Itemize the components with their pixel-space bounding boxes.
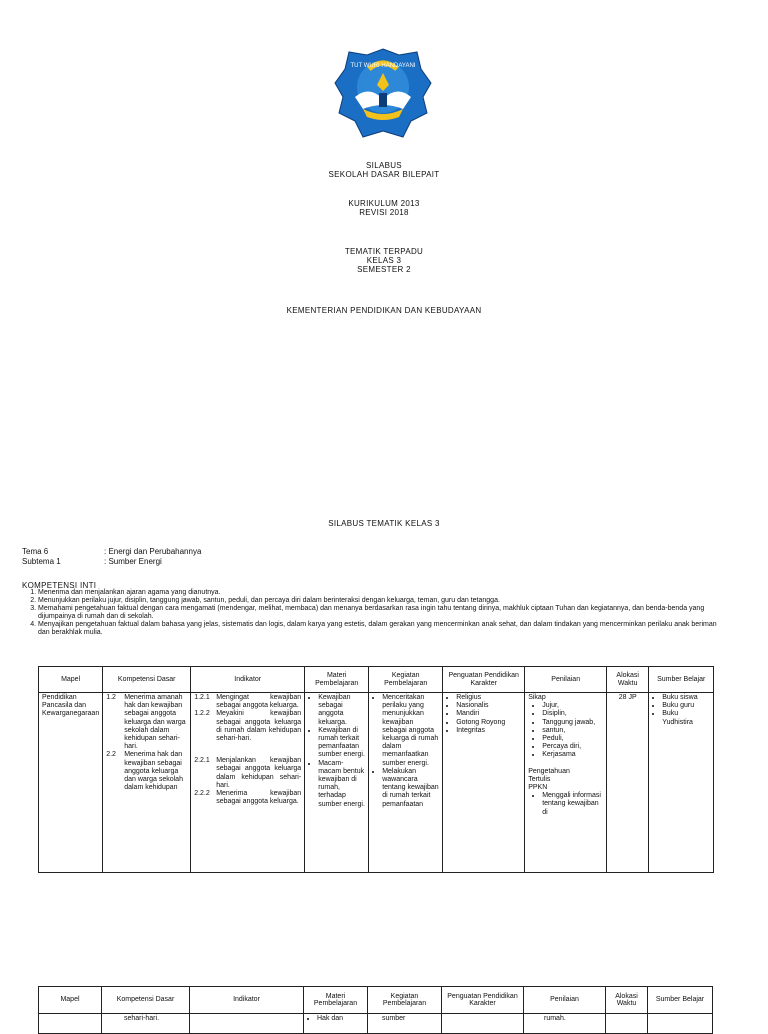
- tema-value: : Energi dan Perubahannya: [104, 547, 202, 556]
- kd-text: Menerima amanah hak dan kewajiban sebagai anggota keluarga dan warga sekolah dalam kehidupan sehari-hari.: [124, 694, 186, 751]
- curriculum-name: KURIKULUM 2013: [348, 199, 420, 208]
- ki-item: 2. Menunjukkan perilaku jujur, disiplin, tanggung jawab, santun, peduli, dan percaya diri dalam berinteraksi dengan keluarga, teman, guru dan tetangga.: [38, 597, 728, 605]
- sikap-item: • Tanggung jawab,: [542, 719, 603, 727]
- kd-item: [106, 751, 187, 792]
- subject-name: TEMATIK TERPADU: [344, 247, 424, 256]
- curriculum-revision: REVISI 2018: [359, 208, 409, 217]
- ppk-item: • Integritas: [456, 727, 521, 735]
- header-kegiatan: Kegiatan Pembelajaran: [368, 987, 442, 1014]
- indikator-item: [194, 710, 301, 743]
- cell-materi: [305, 693, 369, 873]
- cell-kegiatan: sumber: [368, 1014, 442, 1034]
- cover-title: [0, 161, 768, 179]
- header-materi: Materi Pembelajaran: [305, 667, 369, 693]
- syllabus-title: SILABUS TEMATIK KELAS 3: [328, 519, 440, 528]
- pengetahuan-item: • Menggali informasi tentang kewajiban di: [542, 792, 603, 817]
- sumber-item: • Buku guru: [662, 702, 710, 710]
- ppk-item: • Mandiri: [456, 710, 521, 718]
- cell-kd: [103, 693, 191, 873]
- indikator-text: Menerima kewajiban sebagai anggota keluarga.: [216, 790, 302, 806]
- tema-label: Tema 6: [22, 547, 49, 556]
- header-kegiatan: Kegiatan Pembelajaran: [369, 667, 443, 693]
- tut-wuri-handayani-logo: [333, 47, 433, 141]
- cover-line-silabus: SILABUS: [366, 161, 402, 170]
- kd-text: Menerima hak dan kewajiban sebagai anggota keluarga dan warga sekolah dalam kehidupan: [124, 751, 183, 792]
- indikator-num: 1.2.1: [194, 694, 210, 701]
- header-indikator: Indikator: [191, 667, 305, 693]
- cell-indikator: [191, 693, 305, 873]
- kegiatan-item: • Menceritakan perilaku yang menunjukkan kewajiban sebagai anggota keluarga di rumah dalam memanfaatkan sumber energi.: [382, 694, 439, 768]
- cell-ppk: [443, 693, 525, 873]
- sumber-item: • Buku Yudhistira: [662, 710, 710, 726]
- header-mapel: Mapel: [39, 987, 102, 1014]
- cover-subject: [0, 247, 768, 274]
- header-sumber: Sumber Belajar: [648, 987, 713, 1014]
- materi-item: • Macam-macam bentuk kewajiban di rumah, terhadap sumber energi.: [318, 760, 365, 809]
- indikator-text: Meyakini kewajiban sebagai anggota keluarga di rumah dalam kehidupan sehari-hari.: [216, 710, 302, 743]
- table-header-row: [39, 667, 714, 693]
- kompetensi-inti-list: [22, 589, 728, 637]
- cell-mapel: Pendidikan Pancasila dan Kewarganegaraan: [39, 693, 103, 873]
- indikator-text: Mengingat kewajiban sebagai anggota keluarga.: [216, 694, 302, 710]
- cell-alokasi: 28 JP: [607, 693, 649, 873]
- indikator-item: [194, 790, 301, 806]
- penilaian-ppkn-label: PPKN: [528, 784, 548, 792]
- header-materi: Materi Pembelajaran: [304, 987, 368, 1014]
- syllabus-table: [38, 666, 714, 873]
- penilaian-tertulis-label: Tertulis: [528, 775, 551, 783]
- header-kompetensi-dasar: Kompetensi Dasar: [103, 667, 191, 693]
- cell-penilaian: rumah.: [524, 1014, 606, 1034]
- indikator-num: 1.2.2: [194, 710, 210, 718]
- ki-item: 3. Memahami pengetahuan faktual dengan cara mengamati (mendengar, melihat, membaca) dan menanya berdasarkan rasa ingin tahu tentang dirinya, makhluk ciptaan Tuhan dan kegiatannya, dan benda-benda yang dijumpainya di rumah dan di sekolah.: [38, 605, 728, 621]
- kompetensi-inti-title: KOMPETENSI INTI: [22, 581, 97, 590]
- subject-class: KELAS 3: [366, 256, 402, 265]
- indikator-item: [194, 757, 301, 790]
- kd-num: 2.2: [106, 751, 116, 759]
- ppk-item: • Religius: [456, 694, 521, 702]
- cell-sumber: [649, 693, 714, 873]
- table-header-row: [39, 987, 713, 1014]
- ki-item: 1. Menerima dan menjalankan ajaran agama yang dianutnya.: [38, 589, 728, 597]
- indikator-text: Menjalankan kewajiban sebagai anggota keluarga dalam kehidupan sehari-hari.: [216, 757, 302, 789]
- subtema-value: : Sumber Energi: [104, 557, 162, 566]
- header-sumber: Sumber Belajar: [649, 667, 714, 693]
- subject-semester: SEMESTER 2: [357, 265, 411, 274]
- header-ppk: Penguatan Pendidikan Karakter: [443, 667, 525, 693]
- header-mapel: Mapel: [39, 667, 103, 693]
- cover-curriculum: [0, 199, 768, 217]
- sikap-item: • Disiplin,: [542, 710, 603, 718]
- header-kompetensi-dasar: Kompetensi Dasar: [102, 987, 190, 1014]
- materi-item: • Kewajiban sebagai anggota keluarga.: [318, 694, 365, 727]
- logo-text: TUT WURI HANDAYANI: [350, 63, 416, 69]
- kegiatan-item: • Melakukan wawancara tentang kewajiban di rumah terkait pemanfaatan: [382, 768, 439, 809]
- ppk-item: • Nasionalis: [456, 702, 521, 710]
- sikap-item: • Peduli,: [542, 735, 603, 743]
- sumber-item: • Buku siswa: [662, 694, 710, 702]
- subtema-label: Subtema 1: [22, 557, 61, 566]
- materi-item: • Kewajiban di rumah terkait pemanfaatan sumber energi.: [318, 727, 365, 760]
- materi-item: • Hak dan: [317, 1015, 364, 1023]
- cell-penilaian: [525, 693, 607, 873]
- table-row: [39, 693, 714, 873]
- indikator-item: [194, 694, 301, 710]
- cover-line-school: SEKOLAH DASAR BILEPAIT: [328, 170, 440, 179]
- indikator-num: 2.2.2: [194, 790, 210, 798]
- header-alokasi: Alokasi Waktu: [607, 667, 649, 693]
- header-alokasi: Alokasi Waktu: [606, 987, 648, 1014]
- sikap-item: • santun,: [542, 727, 603, 735]
- penilaian-sikap-label: Sikap: [528, 694, 546, 701]
- sikap-item: • Jujur,: [542, 702, 603, 710]
- kd-num: 1.2: [106, 694, 116, 701]
- header-penilaian: Penilaian: [524, 987, 606, 1014]
- indikator-num: 2.2.1: [194, 757, 210, 765]
- penilaian-pengetahuan-label: Pengetahuan: [528, 767, 570, 775]
- cell-kd: sehari-hari.: [102, 1014, 190, 1034]
- ki-item: 4. Menyajikan pengetahuan faktual dalam bahasa yang jelas, sistematis dan logis, dalam karya yang estetis, dalam gerakan yang mencerminkan anak sehat, dan dalam tindakan yang mencerminkan perilaku anak beriman dan berakhlak mulia.: [38, 621, 728, 637]
- sikap-item: • Kerjasama: [542, 751, 603, 759]
- cell-kegiatan: [369, 693, 443, 873]
- header-penilaian: Penilaian: [525, 667, 607, 693]
- header-ppk: Penguatan Pendidikan Karakter: [442, 987, 524, 1014]
- sikap-item: • Percaya diri,: [542, 743, 603, 751]
- syllabus-table-continued: [38, 986, 713, 1034]
- ppk-item: • Gotong Royong: [456, 719, 521, 727]
- kd-item: [106, 694, 187, 751]
- cover-ministry: KEMENTERIAN PENDIDIKAN DAN KEBUDAYAAN: [286, 306, 482, 315]
- header-indikator: Indikator: [190, 987, 304, 1014]
